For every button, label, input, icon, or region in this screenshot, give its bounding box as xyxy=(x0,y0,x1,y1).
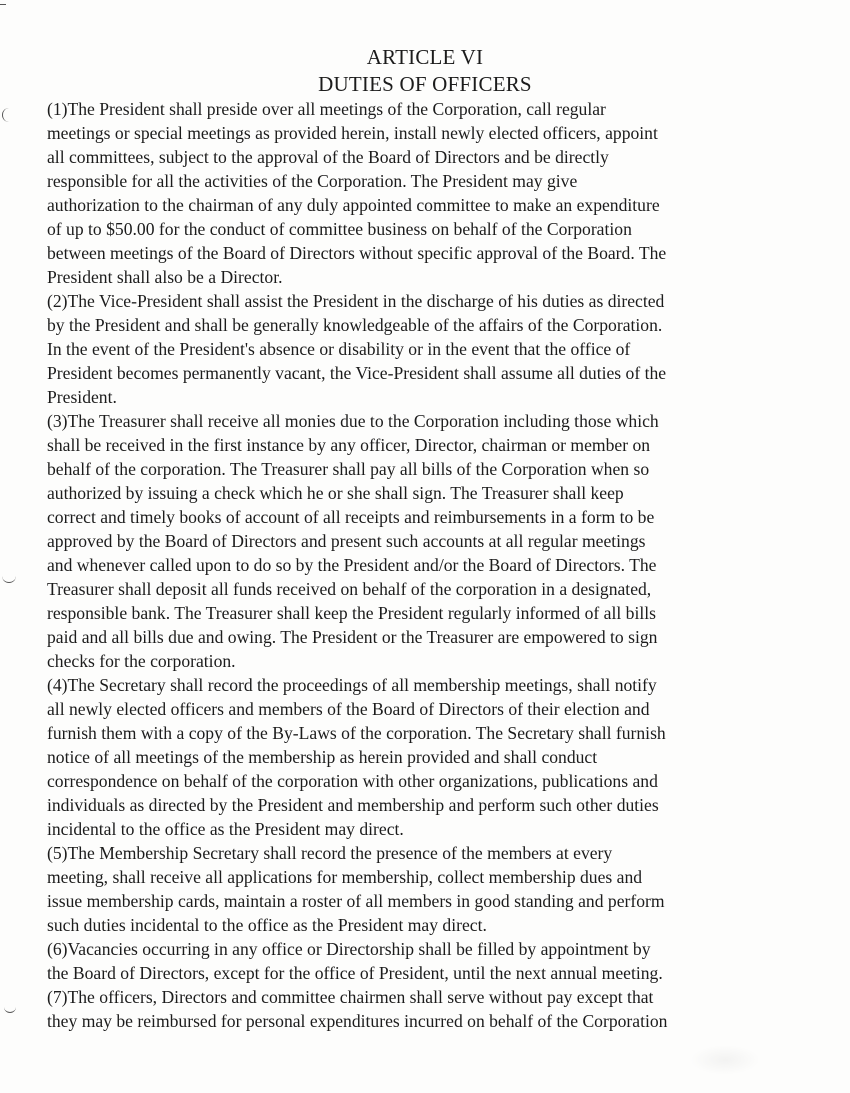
text-line: furnish them with a copy of the By-Laws of the corporation. The Secretary shall furnish xyxy=(47,723,666,743)
section-paragraph-1 xyxy=(47,97,807,289)
text-line: (7)The officers, Directors and committee chairmen shall serve without pay except that xyxy=(47,987,654,1007)
text-line: authorization to the chairman of any duly appointed committee to make an expenditure xyxy=(47,195,660,215)
text-line: (5)The Membership Secretary shall record the presence of the members at every xyxy=(47,843,613,863)
text-line: all newly elected officers and members of the Board of Directors of their election and xyxy=(47,699,650,719)
section-paragraph-6 xyxy=(47,937,807,985)
text-line: approved by the Board of Directors and present such accounts at all regular meetings xyxy=(47,531,646,551)
text-line: Treasurer shall deposit all funds received on behalf of the corporation in a designated, xyxy=(47,579,652,599)
text-line: they may be reimbursed for personal expenditures incurred on behalf of the Corporation xyxy=(47,1011,668,1031)
section-paragraph-3 xyxy=(47,409,807,673)
text-line: by the President and shall be generally knowledgeable of the affairs of the Corporation. xyxy=(47,315,663,335)
text-line: (1)The President shall preside over all meetings of the Corporation, call regular xyxy=(47,99,606,119)
scan-mark xyxy=(2,570,16,583)
text-line: of up to $50.00 for the conduct of committee business on behalf of the Corporation xyxy=(47,219,632,239)
text-line: (2)The Vice-President shall assist the President in the discharge of his duties as directed xyxy=(47,291,665,311)
text-line: and whenever called upon to do so by the President and/or the Board of Directors. The xyxy=(47,555,657,575)
text-line: issue membership cards, maintain a roster of all members in good standing and perform xyxy=(47,891,665,911)
section-paragraph-2 xyxy=(47,289,807,409)
text-line: responsible bank. The Treasurer shall keep the President regularly informed of all bills xyxy=(47,603,656,623)
scan-mark xyxy=(2,108,13,122)
text-line: responsible for all the activities of the Corporation. The President may give xyxy=(47,171,578,191)
text-line: (4)The Secretary shall record the proceedings of all membership meetings, shall notify xyxy=(47,675,657,695)
text-line: individuals as directed by the President and membership and perform such other duties xyxy=(47,795,659,815)
scan-smudge xyxy=(690,1045,760,1075)
article-heading xyxy=(0,44,850,98)
text-line: President. xyxy=(47,387,117,407)
text-line: notice of all meetings of the membership as herein provided and shall conduct xyxy=(47,747,598,767)
text-line: behalf of the corporation. The Treasurer shall pay all bills of the Corporation when so xyxy=(47,459,650,479)
text-line: between meetings of the Board of Directors without specific approval of the Board. The xyxy=(47,243,667,263)
text-line: authorized by issuing a check which he or she shall sign. The Treasurer shall keep xyxy=(47,483,624,503)
article-title: DUTIES OF OFFICERS xyxy=(318,72,532,96)
text-line: paid and all bills due and owing. The President or the Treasurer are empowered to sign xyxy=(47,627,658,647)
text-line: President shall also be a Director. xyxy=(47,267,283,287)
section-paragraph-4 xyxy=(47,673,807,841)
section-paragraph-7 xyxy=(47,985,807,1033)
text-line: such duties incidental to the office as the President may direct. xyxy=(47,915,487,935)
text-line: shall be received in the first instance by any officer, Director, chairman or member on xyxy=(47,435,651,455)
text-line: (6)Vacancies occurring in any office or Directorship shall be filled by appointment by xyxy=(47,939,651,959)
text-line: (3)The Treasurer shall receive all monies due to the Corporation including those which xyxy=(47,411,659,431)
text-line: meeting, shall receive all applications for membership, collect membership dues and xyxy=(47,867,643,887)
text-line: correspondence on behalf of the corporation with other organizations, publications and xyxy=(47,771,658,791)
text-line: In the event of the President's absence or disability or in the event that the office of xyxy=(47,339,631,359)
document-body xyxy=(47,97,807,1033)
text-line: the Board of Directors, except for the office of President, until the next annual meeting. xyxy=(47,963,663,983)
scan-mark xyxy=(4,1000,16,1013)
text-line: checks for the corporation. xyxy=(47,651,236,671)
text-line: incidental to the office as the President may direct. xyxy=(47,819,404,839)
text-line: meetings or special meetings as provided herein, install newly elected officers, appoint xyxy=(47,123,658,143)
section-paragraph-5 xyxy=(47,841,807,937)
text-line: President becomes permanently vacant, the Vice-President shall assume all duties of the xyxy=(47,363,667,383)
text-line: correct and timely books of account of all receipts and reimbursements in a form to be xyxy=(47,507,655,527)
text-line: all committees, subject to the approval of the Board of Directors and be directly xyxy=(47,147,609,167)
article-number: ARTICLE VI xyxy=(366,45,484,69)
scan-mark xyxy=(0,0,6,5)
